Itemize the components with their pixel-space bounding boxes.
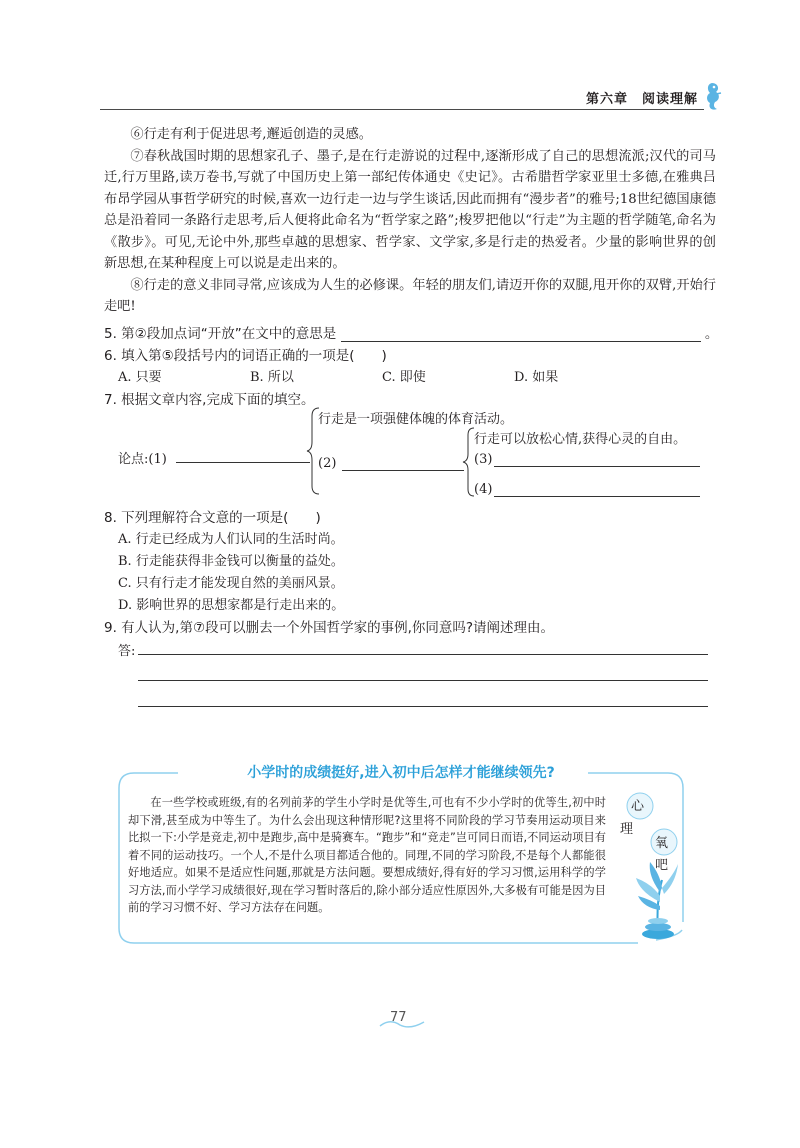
page-number-text: 77 [390,1010,407,1025]
page-header [100,84,724,112]
question-8-option-a[interactable]: A. 行走已经成为人们认同的生活时尚。 [118,532,344,547]
question-6-option-a[interactable]: A. 只要 [118,370,162,385]
argument-blank[interactable] [176,462,310,463]
question-8-option-d[interactable]: D. 影响世界的思想家都是行走出来的。 [118,598,345,613]
item-4-blank[interactable] [494,496,700,497]
header-rule [100,109,704,110]
answer-label: 答: [118,644,136,659]
question-6-option-c[interactable]: C. 即使 [382,370,426,385]
seahorse-icon [698,80,724,112]
item-3-blank[interactable] [494,466,700,467]
item-relax: 行走可以放松心情,获得心灵的自由。 [474,432,687,447]
question-5-answer-blank[interactable] [341,327,701,342]
answer-line-2[interactable] [138,680,708,681]
tip-side-char-3: 氧 [655,836,669,851]
tip-side-char-4: 吧 [655,858,669,873]
question-8-option-b[interactable]: B. 行走能获得非金钱可以衡量的益处。 [118,554,344,569]
item-2-label: (2) [318,456,337,471]
answer-line-1[interactable] [138,654,708,655]
page-number [390,1010,407,1025]
question-5-text: 5. 第②段加点词“开放”在文中的意思是 [104,326,337,342]
item-fitness: 行走是一项强健体魄的体育活动。 [318,412,514,427]
answer-line-3[interactable] [138,706,708,707]
paragraph-6: ⑥行走有利于促进思考,邂逅创造的灵感。 [130,127,372,142]
question-8-text: 8. 下列理解符合文意的一项是( ) [104,510,321,526]
question-6-option-d[interactable]: D. 如果 [514,370,559,385]
question-6-text: 6. 填入第⑤段括号内的词语正确的一项是( ) [104,348,387,364]
question-6-option-b[interactable]: B. 所以 [250,370,294,385]
question-7-text: 7. 根据文章内容,完成下面的填空。 [104,392,315,408]
question-5-end: 。 [704,326,719,342]
question-5 [104,322,718,342]
item-4-label: (4) [474,482,493,497]
tip-side-char-2: 理 [620,822,634,837]
item-2-blank[interactable] [342,470,464,471]
tip-side-char-1: 心 [631,799,645,814]
question-8-option-c[interactable]: C. 只有行走才能发现自然的美丽风景。 [118,576,344,591]
paragraph-8: ⑧行走的意义非同寻常,应该成为人生的必修课。年轻的朋友们,请迈开你的双腿,甩开你的双臂,开始行走吧! [104,277,716,314]
tip-title: 小学时的成绩挺好,进入初中后怎样才能继续领先? [118,762,684,782]
paragraph-7: ⑦春秋战国时期的思想家孔子、墨子,是在行走游说的过程中,逐渐形成了自己的思想流派;汉代的司马迁,行万里路,读万卷书,写就了中国历史上第一部纪传体通史《史记》。古希腊哲学家亚里士多德,在雅典吕布昂学园从事哲学研究的时候,喜欢一边行走一边与学生谈话,因此而拥有“漫步者”的雅号;18世纪德国康德总是沿着同一条路行走思考,后人便将此命名为“哲学家之路”;梭罗把他以“行走”为主题的哲学随笔,命名为《散步》。可见,无论中外,那些卓越的思想家、哲学家、文学家,多是行走的热爱者。少量的影响世界的创新思想,在某种程度上可以说是走出来的。 [104,148,716,271]
question-9-text: 9. 有人认为,第⑦段可以删去一个外国哲学家的事例,你同意吗?请阐述理由。 [104,620,555,636]
tip-box [118,765,684,944]
reading-passage [104,124,716,318]
tip-body: 在一些学校或班级,有的名列前茅的学生小学时是优等生,可也有不少小学时的优等生,初中时却下滑,甚至成为中等生了。为什么会出现这种情形呢?这里将不同阶段的学习节奏用运动项目来比拟一下:小学是竞走,初中是跑步,高中是骑赛车。“跑步”和“竞走”岂可同日而语,不同运动项目有着不同的运动技巧。一个人,不是什么项目都适合他的。同理,不同的学习阶段,不是每个人都能很好地适应。如果不是适应性问题,那就是方法问题。要想成绩好,得有好的学习习惯,运用科学的学习方法,而小学学习成绩很好,现在学习暂时落后的,除小部分适应性原因外,大多极有可能是因为目前的学习习惯不好、学习方法存在问题。 [128,796,606,914]
chapter-title: 第六章 阅读理解 [585,92,698,107]
item-3-label: (3) [474,452,493,467]
argument-label: 论点:(1) [118,452,167,467]
plant-illustration [618,792,682,942]
